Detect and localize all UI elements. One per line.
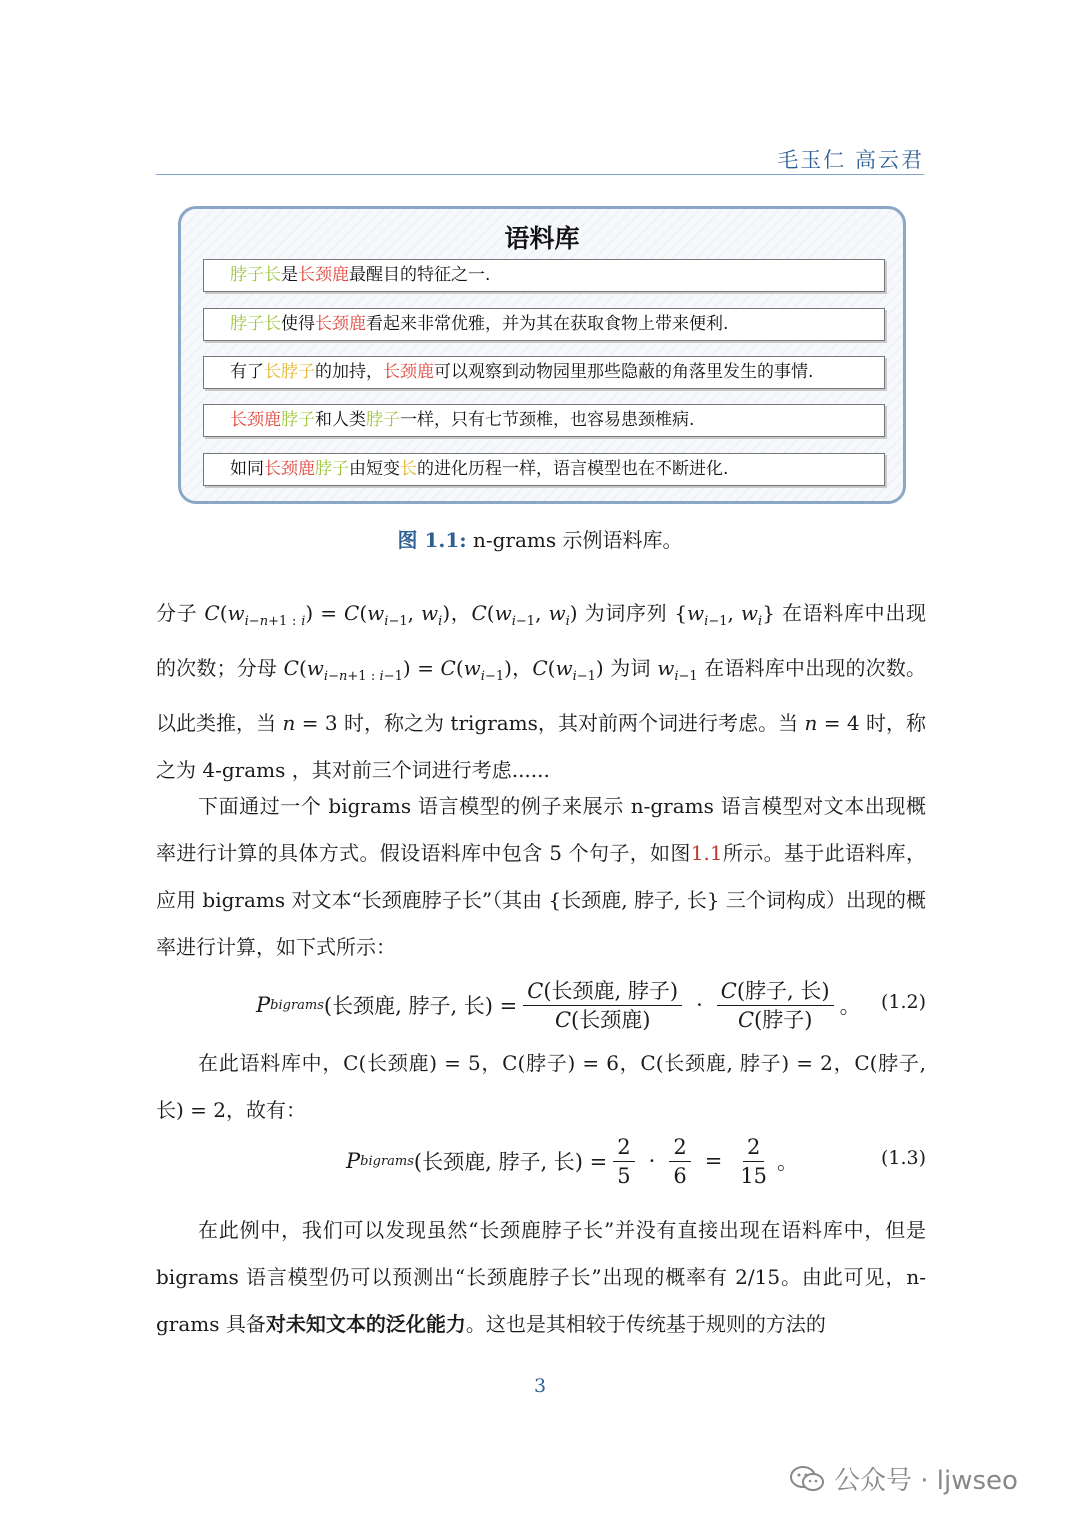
sentence-text: 如同 xyxy=(230,459,264,479)
eq2-frac1-den: 5 xyxy=(617,1163,631,1188)
figure-label: 图 1.1: xyxy=(397,528,467,552)
paragraph-counts: 在此语料库中，C(长颈鹿) = 5，C(脖子) = 6，C(长颈鹿, 脖子) = 2，C(脖子, 长) = 2，故有： xyxy=(156,1051,926,1122)
corpus-title: 语料库 xyxy=(504,224,580,253)
para1-text: 时，称之为 4-grams ，其对前三个词进行考虑...... xyxy=(156,711,927,782)
corpus-sentence xyxy=(203,259,885,292)
highlighted-word: 脖子长 xyxy=(230,314,281,334)
equation-1-3: P bigrams (长颈鹿, 脖子, 长) = $\frac{2}{5}$ · $\frac{2}{6}$ = $\frac{2}{15}$ 。 (1.3) xyxy=(346,1134,926,1188)
sentence-text: 一样，只有七节颈椎，也容易患颈椎病. xyxy=(400,410,695,430)
sentence-text: 可以观察到动物园里那些隐蔽的角落里发生的事情. xyxy=(434,362,814,382)
watermark xyxy=(790,1460,1018,1497)
eq2-frac2-num: 2 xyxy=(669,1133,690,1162)
figure-caption xyxy=(0,524,1080,553)
highlighted-word: 长颈鹿 xyxy=(315,314,366,334)
para2-text: 下面通过一个 bigrams 语言模型的例子来展示 n-grams 语言模型对文本出现概率进行计算的具体方式。假设语料库中包含 5 个句子，如图 xyxy=(156,794,926,865)
paragraph-generalization xyxy=(156,1207,926,1348)
highlighted-word: 长颈鹿 xyxy=(264,459,315,479)
highlighted-word: 长颈鹿 xyxy=(298,265,349,285)
watermark-text: 公众号 · ljwseo xyxy=(834,1466,1018,1496)
sentence-text: 是 xyxy=(281,265,298,285)
highlighted-word: 脖子 xyxy=(315,459,349,479)
running-header xyxy=(156,140,924,175)
sentence-text: 有了 xyxy=(230,362,264,382)
corpus-sentence xyxy=(203,404,885,437)
equation-number: (1.3) xyxy=(880,1147,926,1169)
corpus-sentence xyxy=(203,308,885,341)
para1-text: 为词 xyxy=(603,656,658,680)
highlighted-word: 长颈鹿 xyxy=(383,362,434,382)
eq2-frac3-den: 15 xyxy=(740,1163,768,1188)
sentence-text: 的进化历程一样，语言模型也在不断进化. xyxy=(417,459,729,479)
sentence-text: 看起来非常优雅，并为其在获取食物上带来便利. xyxy=(366,314,729,334)
para1-text: 在语料库中出现的次数。以此类推，当 xyxy=(156,656,927,735)
eq2-frac2-den: 6 xyxy=(673,1163,687,1188)
eq1-num2: (脖子, 长) xyxy=(736,978,830,1003)
para1-text: 为词序列 xyxy=(577,601,675,625)
equation-1-2: P bigrams (长颈鹿, 脖子, 长) = $\frac{\text{C(长颈鹿, 脖子)}}{\text{C(长颈鹿)}}$ · $\frac{\text{C(脖子, 长)}}{\text{C(脖子)}}$ 。 (1.2) xyxy=(256,978,926,1032)
eq1-num1: (长颈鹿, 脖子) xyxy=(543,978,679,1003)
eq2-lhs: (长颈鹿, 脖子, 长) = xyxy=(413,1150,608,1174)
sentence-text: 和人类 xyxy=(315,410,366,430)
paragraph-definitions: 分子 $C(w_{i-n+1 : i}) = C(w_{i-1}$, $w_i$)，$C(w_{i-1}$, $w_i$) 为词序列 {$w_{i-1}$, $w_i$} 在语料库中出现的次数；分母 $C(w_{i-n+1 : i-1}) = C(w_{i-1})$，$C(w_{i-1})$ 为词 $w_{i-1}$ 在语料库中出现的次数。以此类推，当 n = 3 时，称之为 trigrams，其对前两个词进行考虑。当 n = 4 时，称之为 4-grams ，其对前三个词进行考虑...... xyxy=(156,601,927,782)
figure-reference-link[interactable]: 1.1 xyxy=(690,841,723,865)
page-number: 3 xyxy=(533,1375,547,1397)
highlighted-word: 长脖子 xyxy=(264,362,315,382)
para1-text: 分子 xyxy=(156,601,205,625)
corpus-sentence xyxy=(203,453,885,486)
para1-text: 在语料库中出现的次数；分母 xyxy=(156,601,926,680)
paragraph-example-intro xyxy=(156,783,926,971)
eq2-frac3-num: 2 xyxy=(743,1133,764,1162)
corpus-sentence xyxy=(203,356,885,389)
highlighted-word: 脖子长 xyxy=(230,265,281,285)
sentence-text: 由短变 xyxy=(349,459,400,479)
eq1-lhs: (长颈鹿, 脖子, 长) = xyxy=(323,994,518,1018)
para4-text: 在此例中，我们可以发现虽然“长颈鹿脖子长”并没有直接出现在语料库中，但是 bigrams 语言模型仍可以预测出“长颈鹿脖子长”出现的概率有 2/15。由此可见，n-grams 具备 xyxy=(156,1218,926,1336)
sentence-text: 最醒目的特征之一. xyxy=(349,265,491,285)
highlighted-word: 脖子 xyxy=(281,410,315,430)
highlighted-word: 长 xyxy=(400,459,417,479)
eq1-den1: (长颈鹿) xyxy=(571,1007,651,1032)
corpus-figure xyxy=(178,206,906,504)
highlighted-word: 脖子 xyxy=(366,410,400,430)
para1-text: ， xyxy=(511,656,533,680)
para1-text: ， xyxy=(450,601,472,625)
para2-text: 所示。基于此语料库，应用 bigrams 对文本“长颈鹿脖子长”（其由 {长颈鹿, 脖子, 长} 三个词构成）出现的概率进行计算，如下式所示： xyxy=(156,841,926,959)
para4-text: 。这也是其相较于传统基于规则的方法的 xyxy=(465,1312,826,1336)
sentence-text: 的加持， xyxy=(315,362,383,382)
wechat-icon xyxy=(790,1466,824,1492)
eq2-frac1-num: 2 xyxy=(613,1133,634,1162)
eq1-den2: (脖子) xyxy=(754,1007,813,1032)
bold-phrase: 对未知文本的泛化能力 xyxy=(265,1312,466,1336)
header-authors: 毛玉仁 高云君 xyxy=(777,148,924,172)
sentence-text: 使得 xyxy=(281,314,315,334)
para1-text: 时，称之为 trigrams，其对前两个词进行考虑。当 xyxy=(337,711,805,735)
equation-number: (1.2) xyxy=(880,991,926,1013)
figure-caption-text: n-grams 示例语料库。 xyxy=(466,528,683,552)
highlighted-word: 长颈鹿 xyxy=(230,410,281,430)
